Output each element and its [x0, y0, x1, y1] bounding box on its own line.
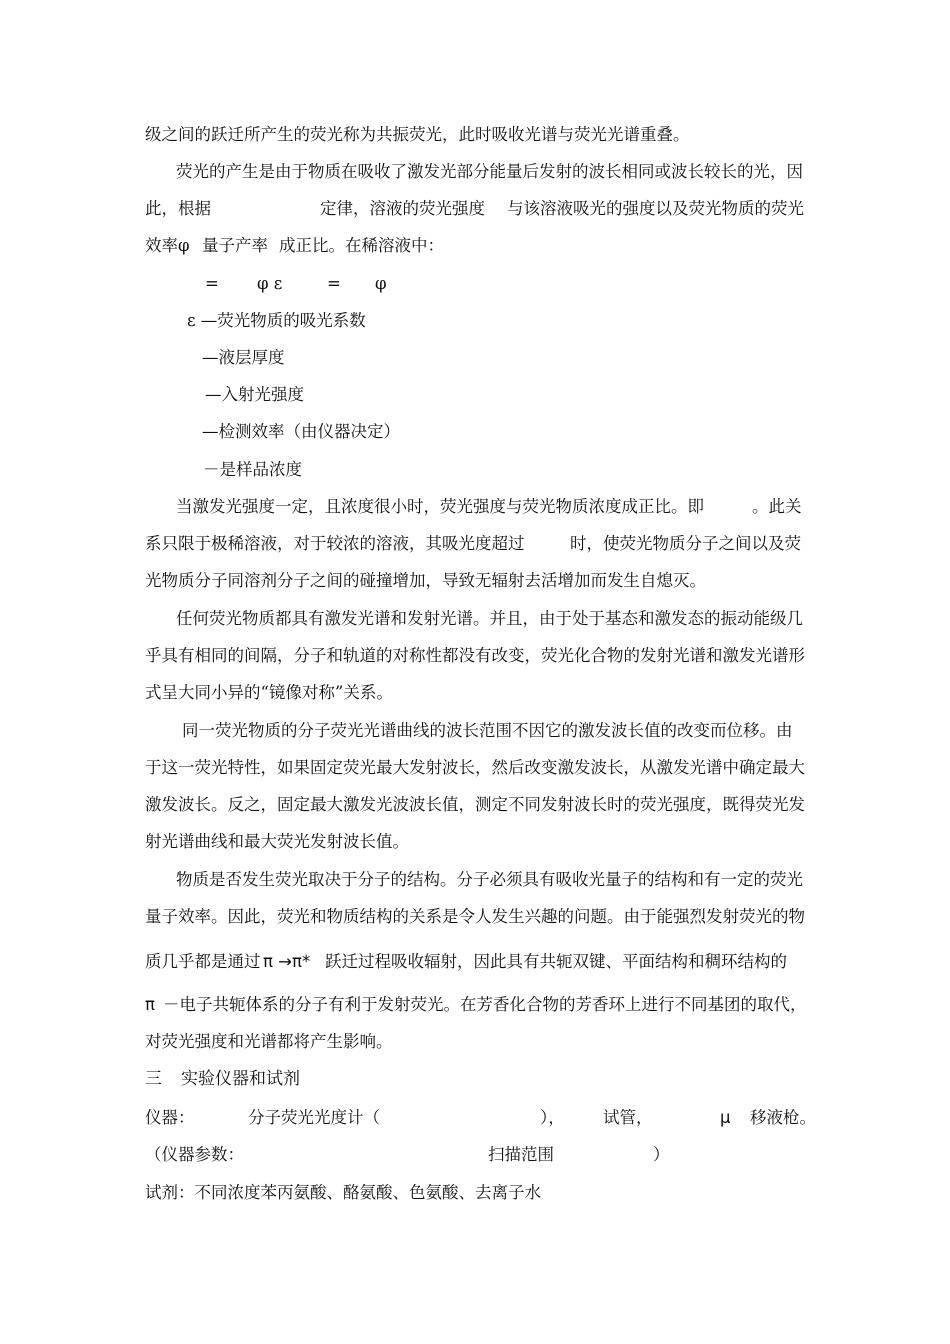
text-line: 射光谱曲线和最大荧光发射波长值。 — [145, 832, 409, 851]
text-fragment: 当激发光强度一定，且浓度很小时，荧光强度与荧光物质浓度成正比。即 — [176, 497, 704, 516]
text-fragment: 成正比。在稀溶液中： — [279, 236, 444, 255]
equals-sign: = — [205, 274, 219, 293]
text-line: 式呈大同小异的“镜像对称”关系。 — [145, 683, 393, 702]
text-line — [145, 234, 545, 258]
definition-line: —液层厚度 — [202, 348, 285, 367]
text-line: 荧光的产生是由于物质在吸收了激发光部分能量后发射的波长相同或波长较长的光，因 — [176, 162, 803, 181]
text-line: 同一荧光物质的分子荧光光谱曲线的波长范围不因它的激发波长值的改变而位移。由 — [182, 721, 793, 740]
formula-term: φ ε — [257, 274, 283, 293]
text-fragment: 。此关 — [752, 497, 802, 516]
instruments-label: 仪器： — [145, 1108, 195, 1127]
instruments-line — [145, 1106, 815, 1130]
text-line: 光物质分子同溶剂分子之间的碰撞增加，导致无辐射去活增加而发生自熄灭。 — [145, 571, 706, 590]
text-fragment: 此，根据 — [145, 199, 211, 218]
text-fragment: －电子共轭体系的分子有利于发射荧光。在芳香化合物的芳香环上进行不同基团的取代， — [163, 995, 807, 1014]
instrument-item: 分子荧光光度计（ — [248, 1108, 380, 1127]
definition-line: －是样品浓度 — [203, 460, 302, 479]
text-fragment: 质几乎都是通过 — [145, 952, 261, 971]
text-line — [145, 993, 810, 1017]
text-fragment: 量子产率 — [202, 236, 268, 255]
instrument-item: 移液枪。 — [750, 1108, 816, 1127]
text-line — [145, 950, 805, 974]
equals-sign: = — [327, 274, 341, 293]
text-fragment: 与该溶液吸光的强度以及荧光物质的荧光 — [507, 199, 804, 218]
text-fragment: 跃迁过程吸收辐射，因此具有共轭双键、平面结构和稠环结构的 — [325, 952, 787, 971]
text-line: 于这一荧光特性，如果固定荧光最大发射波长，然后改变激发波长，从激发光谱中确定最大 — [145, 758, 805, 777]
pi-transition-symbol: π →π* — [263, 952, 311, 971]
instrument-params-line — [145, 1143, 675, 1167]
mu-symbol: μ — [720, 1108, 731, 1127]
text-fragment: 扫描范围 — [488, 1145, 554, 1164]
text-fragment: 效率φ — [145, 236, 190, 255]
definition-line: ε —荧光物质的吸光系数 — [187, 311, 366, 330]
text-line: 物质是否发生荧光取决于分子的结构。分子必须具有吸收光量子的结构和有一定的荧光 — [176, 870, 803, 889]
text-line — [145, 532, 810, 556]
section-title: 实验仪器和试剂 — [181, 1069, 300, 1089]
text-fragment: ） — [653, 1145, 670, 1164]
section-heading — [145, 1067, 445, 1091]
formula-term: φ — [375, 274, 387, 293]
instrument-item: 试管， — [603, 1108, 653, 1127]
pi-symbol: π — [145, 995, 155, 1014]
text-line: 对荧光强度和光谱都将产生影响。 — [145, 1032, 393, 1051]
reagents-line: 试剂：不同浓度苯丙氨酸、酪氨酸、色氨酸、去离子水 — [145, 1183, 541, 1202]
text-fragment: （仪器参数： — [145, 1145, 244, 1164]
text-line: 级之间的跃迁所产生的荧光称为共振荧光，此时吸收光谱与荧光光谱重叠。 — [145, 125, 690, 144]
text-line: 量子效率。因此，荧光和物质结构的关系是令人发生兴趣的问题。由于能强烈发射荧光的物 — [145, 907, 805, 926]
text-line — [176, 495, 806, 519]
text-line: 乎具有相同的间隔，分子和轨道的对称性都没有改变，荧光化合物的发射光谱和激发光谱形 — [145, 646, 805, 665]
text-fragment: 时，使荧光物质分子之间以及荧 — [570, 534, 801, 553]
formula — [145, 272, 445, 296]
definition-line: —入射光强度 — [205, 385, 304, 404]
section-number: 三 — [145, 1069, 162, 1089]
text-line: 激发波长。反之，固定最大激发光波波长值，测定不同发射波长时的荧光强度，既得荧光发 — [145, 795, 805, 814]
text-fragment: 系只限于极稀溶液，对于较浓的溶液，其吸光度超过 — [145, 534, 525, 553]
text-fragment: ）， — [540, 1108, 565, 1127]
definition-line: —检测效率（由仪器决定） — [202, 422, 400, 441]
text-line: 任何荧光物质都具有激发光谱和发射光谱。并且，由于处于基态和激发态的振动能级几 — [176, 609, 803, 628]
text-line — [145, 197, 825, 221]
text-fragment: 定律，溶液的荧光强度 — [320, 199, 485, 218]
